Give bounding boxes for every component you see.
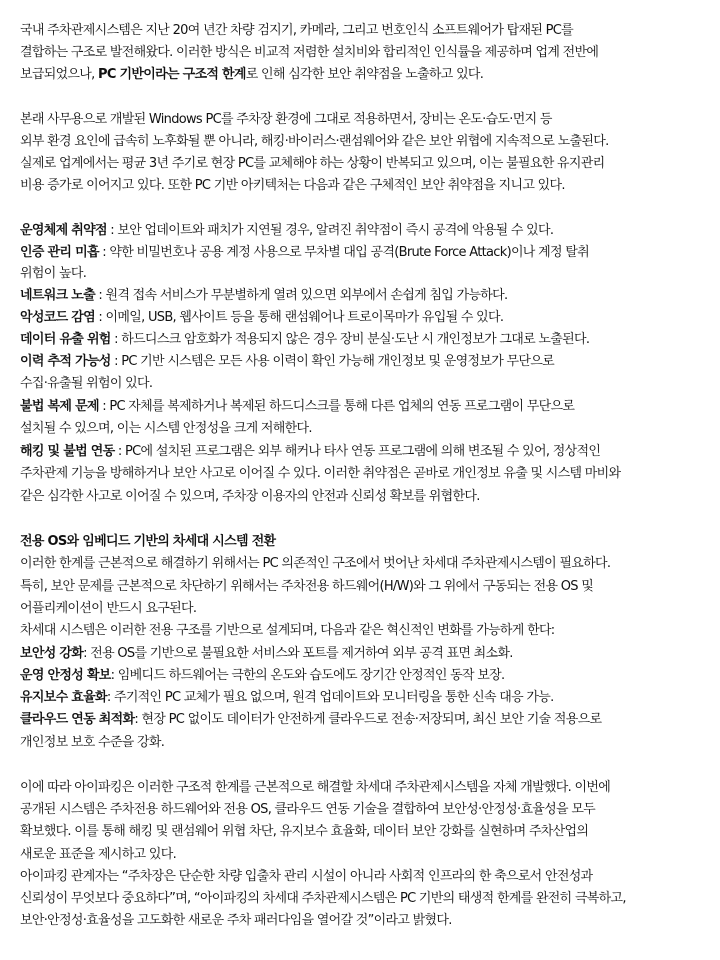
vulnerability-term: 인증 관리 미흡 <box>20 245 99 260</box>
benefit-desc: : 임베디드 하드웨어는 극한의 온도와 습도에도 장기간 안정적인 동작 보장. <box>110 668 505 683</box>
vulnerability-term: 운영체제 취약점 <box>20 223 107 238</box>
intro-text: 보급되었으나, <box>20 67 99 82</box>
vulnerability-desc: : PC에 설치된 프로그램은 외부 해커나 타사 연동 프로그램에 의해 변조될 수 있어, 정상적인 <box>114 444 601 459</box>
closing-line-7: 보안·안정성·효율성을 고도화한 새로운 주차 패러다임을 열어갈 것”이라고 밝혔다. <box>20 913 452 928</box>
vulnerability-desc-cont: 주차관제 기능을 방해하거나 보안 사고로 이어질 수 있다. 이러한 취약점은 곧바로 개인정보 유출 및 시스템 마비와 <box>20 466 621 481</box>
benefit-desc: : 전용 OS를 기반으로 불필요한 서비스와 포트를 제거하여 외부 공격 표면 최소화. <box>83 646 513 661</box>
closing-line-6: 신뢰성이 무엇보다 중요하다”며, “아이파킹의 차세대 주차관제시스템은 PC 기반의 태생적 한계를 완전히 극복하고, <box>20 891 626 906</box>
vulnerability-item <box>20 242 589 264</box>
intro-p2-line-1: 본래 사무용으로 개발된 Windows PC를 주차장 환경에 그대로 적용하면서, 장비는 온도·습도·먼지 등 <box>20 112 552 127</box>
vulnerability-item <box>20 351 554 373</box>
closing-line-1: 이에 따라 아이파킹은 이러한 구조적 한계를 근본적으로 해결할 차세대 주차관제시스템을 자체 개발했다. 이번에 <box>20 780 611 795</box>
vulnerability-term: 네트워크 노출 <box>20 288 95 303</box>
closing-line-4: 새로운 표준을 제시하고 있다. <box>20 847 177 862</box>
vulnerability-desc: : 원격 접속 서비스가 무분별하게 열려 있으면 외부에서 손쉽게 침입 가능하다. <box>94 288 508 303</box>
vulnerability-item <box>20 220 553 242</box>
intro-p2-line-4: 비용 증가로 이어지고 있다. 또한 PC 기반 아키텍처는 다음과 같은 구체적인 보안 취약점을 지니고 있다. <box>20 178 565 193</box>
vulnerability-desc: : PC 자체를 복제하거나 복제된 하드디스크를 통해 다른 업체의 연동 프로그램이 무단으로 <box>98 399 575 414</box>
section2-line-1: 이러한 한계를 근본적으로 해결하기 위해서는 PC 의존적인 구조에서 벗어난 차세대 주차관제시스템이 필요하다. <box>20 556 611 571</box>
vulnerability-term: 해킹 및 불법 연동 <box>20 444 115 459</box>
section2-line-2: 특히, 보안 문제를 근본적으로 차단하기 위해서는 주차전용 하드웨어(H/W)와 그 위에서 구동되는 전용 OS 및 <box>20 579 594 594</box>
vulnerability-term: 데이터 유출 위험 <box>20 332 111 347</box>
vulnerability-desc-cont: 수집·유출될 위험이 있다. <box>20 376 153 391</box>
benefit-term: 보안성 강화 <box>20 646 84 661</box>
vulnerability-item <box>20 307 503 329</box>
benefit-term: 운영 안정성 확보 <box>20 668 111 683</box>
vulnerability-item <box>20 329 589 351</box>
benefit-term: 유지보수 효율화 <box>20 690 107 705</box>
intro-text: 로 인해 심각한 보안 취약점을 노출하고 있다. <box>245 67 484 82</box>
section2-line-3: 어플리케이션이 반드시 요구된다. <box>20 601 197 616</box>
vulnerability-desc: : 약한 비밀번호나 공용 계정 사용으로 무차별 대입 공격(Brute Force Attack)이나 계정 탈취 <box>98 245 589 260</box>
vulnerability-desc: : PC 기반 시스템은 모든 사용 이력이 확인 가능해 개인정보 및 운영정보가 무단으로 <box>110 354 554 369</box>
benefit-desc-cont: 개인정보 보호 수준을 강화. <box>20 735 165 750</box>
section-heading: 전용 OS와 임베디드 기반의 차세대 시스템 전환 <box>20 534 276 549</box>
benefit-term: 클라우드 연동 최적화 <box>20 712 135 727</box>
vulnerability-term: 악성코드 감염 <box>20 310 95 325</box>
vulnerability-item <box>20 441 600 463</box>
benefit-item <box>20 709 601 731</box>
closing-line-2: 공개된 시스템은 주차전용 하드웨어와 전용 OS, 클라우드 연동 기술을 결합하여 보안성·안정성·효율성을 모두 <box>20 802 596 817</box>
closing-line-5: 아이파킹 관계자는 “주차장은 단순한 차량 입출차 관리 시설이 아니라 사회적 인프라의 한 축으로서 안전성과 <box>20 869 593 884</box>
intro-p1-line-3 <box>20 64 483 86</box>
intro-p1-line-1: 국내 주차관제시스템은 지난 20여 년간 차량 검지기, 카메라, 그리고 번호인식 소프트웨어가 탑재된 PC를 <box>20 23 574 38</box>
vulnerability-desc-cont: 위험이 높다. <box>20 266 87 281</box>
emphasis-text: PC 기반이라는 구조적 한계 <box>98 67 246 82</box>
intro-p1-line-2: 결합하는 구조로 발전해왔다. 이러한 방식은 비교적 저렴한 설치비와 합리적인 인식률을 제공하며 업계 전반에 <box>20 45 599 60</box>
vulnerability-desc: : 이메일, USB, 웹사이트 등을 통해 랜섬웨어나 트로이목마가 유입될 수 있다. <box>94 310 504 325</box>
vulnerability-item <box>20 285 507 307</box>
benefit-item <box>20 687 554 709</box>
vulnerability-term: 이력 추적 가능성 <box>20 354 111 369</box>
vulnerability-item <box>20 396 574 418</box>
vulnerability-desc: : 보안 업데이트와 패치가 지연될 경우, 알려진 취약점이 즉시 공격에 악용될 수 있다. <box>106 223 554 238</box>
closing-line-3: 확보했다. 이를 통해 해킹 및 랜섬웨어 위협 차단, 유지보수 효율화, 데이터 보안 강화를 실현하며 주차산업의 <box>20 824 589 839</box>
benefit-item <box>20 643 513 665</box>
intro-p2-line-3: 실제로 업계에서는 평균 3년 주기로 현장 PC를 교체해야 하는 상황이 반복되고 있으며, 이는 불필요한 유지관리 <box>20 156 605 171</box>
benefit-desc: : 주기적인 PC 교체가 필요 없으며, 원격 업데이트와 모니터링을 통한 신속 대응 가능. <box>106 690 554 705</box>
section2-line-4: 차세대 시스템은 이러한 전용 구조를 기반으로 설계되며, 다음과 같은 혁신적인 변화를 가능하게 한다: <box>20 623 555 638</box>
vulnerability-desc: : 하드디스크 암호화가 적용되지 않은 경우 장비 분실·도난 시 개인정보가 그대로 노출된다. <box>110 332 590 347</box>
vulnerability-term: 불법 복제 문제 <box>20 399 99 414</box>
vulnerability-desc-cont: 설치될 수 있으며, 이는 시스템 안정성을 크게 저해한다. <box>20 421 312 436</box>
benefit-item <box>20 665 504 687</box>
intro-p2-line-2: 외부 환경 요인에 급속히 노후화될 뿐 아니라, 해킹·바이러스·랜섬웨어와 같은 보안 위협에 지속적으로 노출된다. <box>20 134 609 149</box>
benefit-desc: : 현장 PC 없이도 데이터가 안전하게 클라우드로 전송·저장되며, 최신 보안 기술 적용으로 <box>134 712 602 727</box>
vulnerability-desc-cont: 같은 심각한 사고로 이어질 수 있으며, 주차장 이용자의 안전과 신뢰성 확보를 위협한다. <box>20 489 480 504</box>
